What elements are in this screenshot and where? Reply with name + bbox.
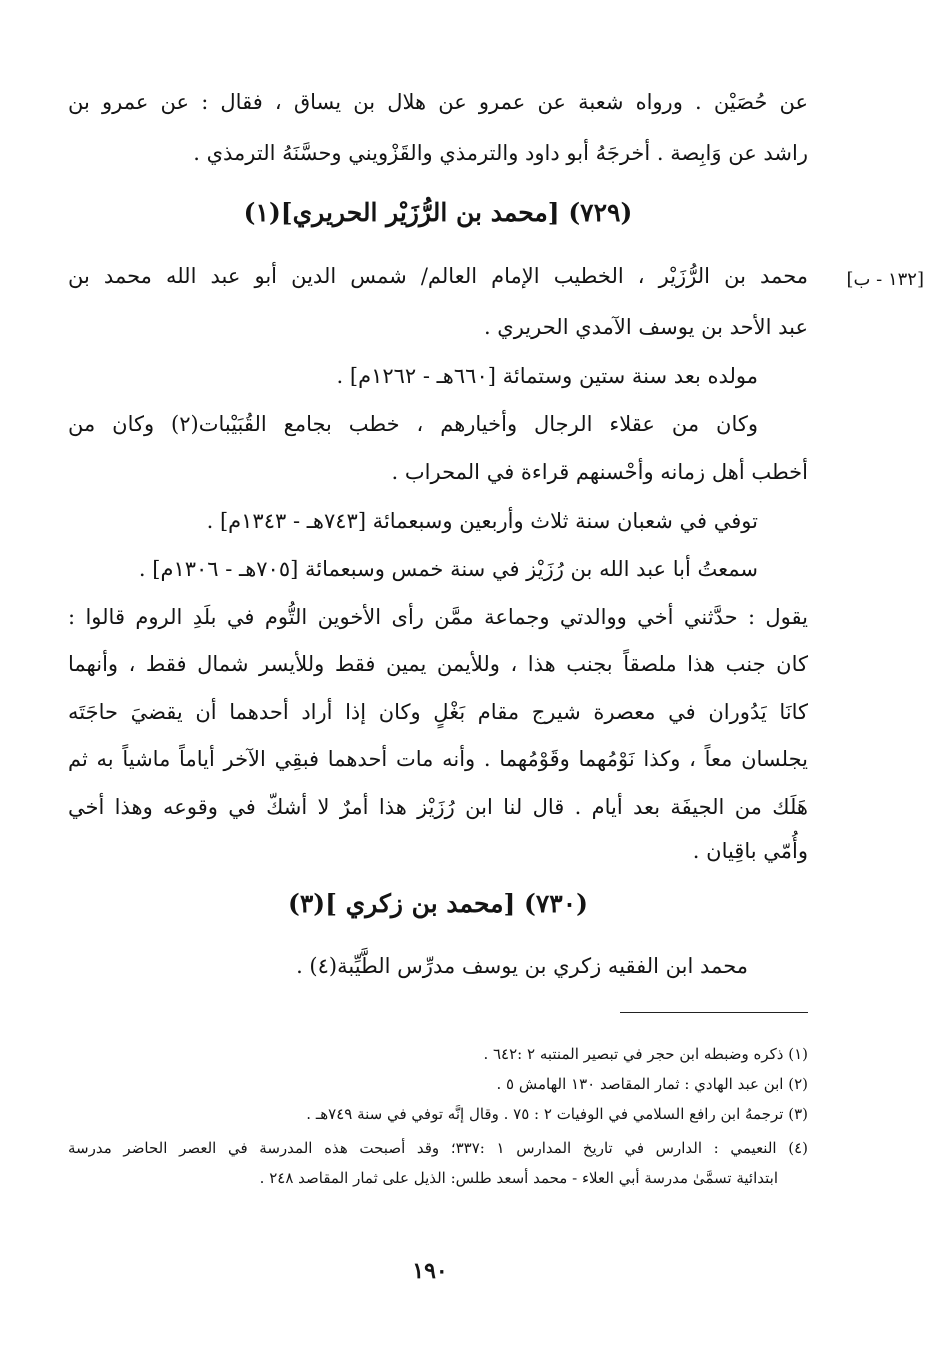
footnote: ابتدائية تسمَّىٰ مدرسة أبي العلاء - محمد أسعد طلس: الذيل على ثمار المقاصد ٢٤٨ . — [259, 1169, 778, 1187]
footnote: (٣) ترجمهُ ابن رافع السلامي في الوفيات ٢ : ٧٥ . وقال إنَّه توفي في سنة ٧٤٩هـ . — [306, 1105, 808, 1123]
text-line: أخطب أهل زمانه وأحْسنهم قراءة في المحراب . — [391, 460, 808, 484]
text-line: سمعتُ أبا عبد الله بن رُزَيْز في سنة خمس وسبعمائة [٧٠٥هـ - ١٣٠٦م] . — [138, 557, 758, 581]
text-line: وأُمّي باقِيان . — [692, 839, 808, 863]
text-line: راشد عن وَابِصة . أخرجَهُ أبو داود والترمذي والقَزْويني وحسَّنَهُ الترمذي . — [193, 141, 808, 165]
footnote: (٢) ابن عبد الهادي : ثمار المقاصد ١٣٠ الهامش ٥ . — [496, 1075, 808, 1093]
text-line: كان جنب هذا ملصقاً بجنب هذا ، وللأيمن يمين فقط وللأيسر شمال فقط ، وأنهما — [68, 652, 808, 676]
entry-heading-730: (٧٣٠) [محمد بن زكري ](٣) — [288, 889, 588, 918]
entry-heading-729: (٧٢٩) [محمد بن الرُّزَيْر الحريري](١) — [243, 198, 633, 227]
text-line: مولده بعد سنة ستين وستمائة [٦٦٠هـ - ١٢٦٢م] . — [336, 364, 758, 388]
text-line: هَلَك من الجيفَة بعد أيام . قال لنا ابن رُزَيْز هذا أمرٌ لا أشكّ في وقوعه وهذا أخي — [68, 795, 808, 819]
text-line: وكان من عقلاء الرجال وأخيارهم ، خطب بجامع القُبَيْبات(٢) وكان من — [68, 412, 758, 436]
text-line: يقول : حدَّثني أخي ووالدتي وجماعة ممَّن رأى الأخوين التُّوم في بلَدِ الروم قالوا : — [68, 605, 808, 629]
page-number: ١٩٠ — [412, 1258, 448, 1284]
text-line: محمد ابن الفقيه زكري بن يوسف مدرِّس الطَّيِّبة(٤) . — [296, 954, 748, 978]
footnote: (٤) النعيمي : الدارس في تاريخ المدارس ١ :٣٣٧؛ وقد أصبحت هذه المدرسة في العصر الحاضر مدرسة — [68, 1139, 808, 1157]
text-line: عبد الأحد بن يوسف الآمدي الحريري . — [483, 315, 808, 339]
text-line: توفي في شعبان سنة ثلاث وأربعين وسبعمائة [٧٤٣هـ - ١٣٤٣م] . — [206, 509, 758, 533]
margin-folio-note: [١٣٢ - ب] — [846, 269, 924, 290]
footnote-separator — [620, 1012, 808, 1013]
text-line: عن حُصَيْن . ورواه شعبة عن عمرو عن هلال بن يساق ، فقال : عن عمرو بن — [68, 90, 808, 114]
text-line: محمد بن الرُّزَيْر ، الخطيب الإمام العالم/ شمس الدين أبو عبد الله محمد بن — [68, 264, 808, 288]
footnote: (١) ذكره وضبطه ابن حجر في تبصير المنتبه ٢ :٦٤٢ . — [483, 1045, 808, 1063]
text-line: يجلسان معاً ، وكذا نَوْمُهما وقَوْمُهما . وأنه مات أحدهما فبقِي الآخر أياماً ماشياً به ثم — [68, 747, 808, 771]
text-line: كانَا يَدُوران في معصرة شيرج مقام بَغْلٍ وكان إذا أراد أحدهما أن يقضيَ حاجَتَه — [68, 700, 808, 724]
